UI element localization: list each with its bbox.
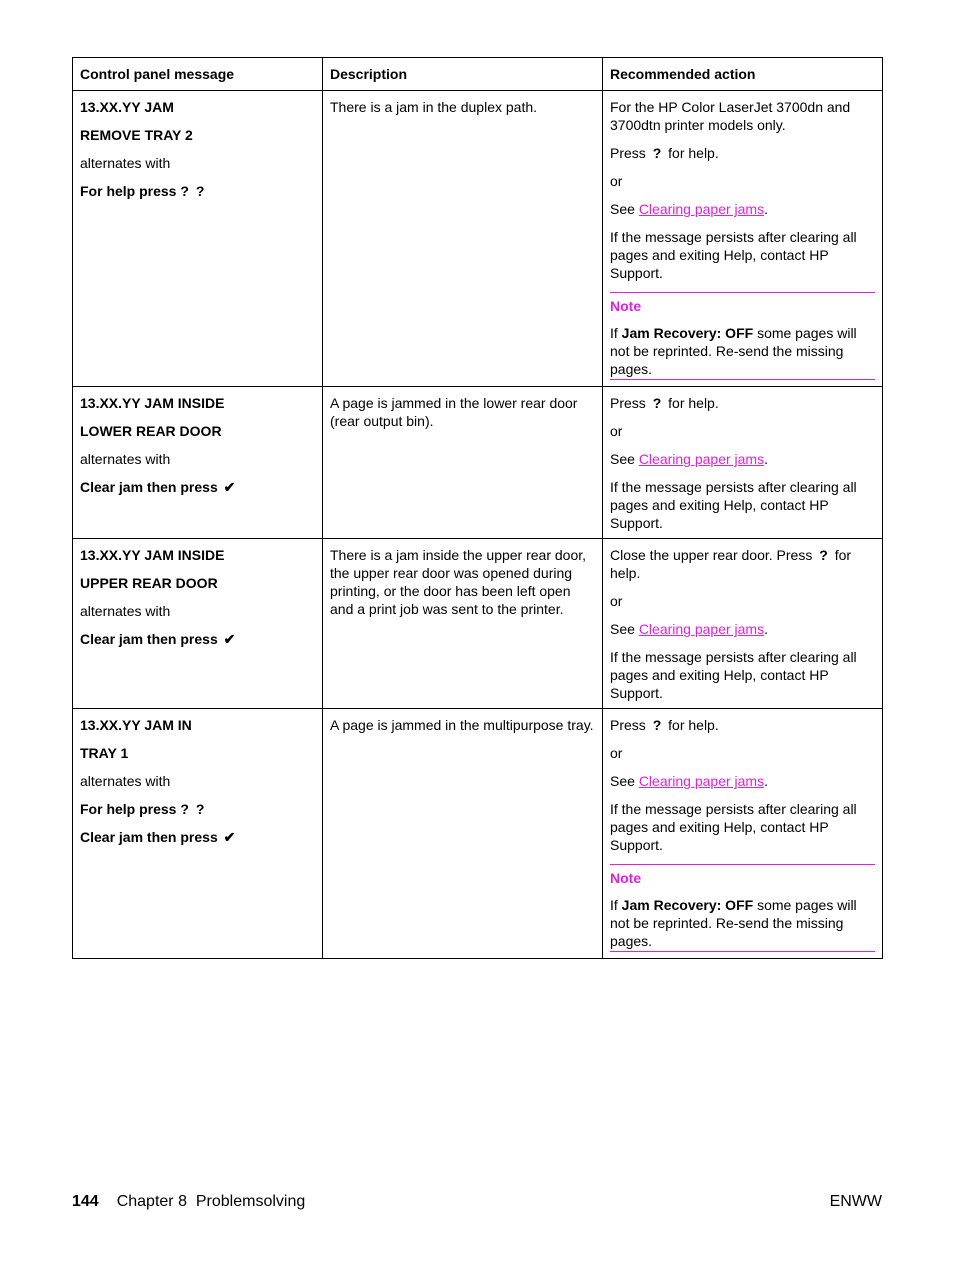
- message-prompt: Clear jam then press ✔: [80, 479, 236, 495]
- note-title: Note: [610, 870, 642, 886]
- help-icon: ?: [652, 717, 662, 733]
- message-prompt: For help press ? ?: [80, 800, 315, 818]
- page-footer-left: [72, 1192, 305, 1212]
- action-cell: [603, 387, 883, 539]
- action-or: or: [610, 745, 623, 761]
- help-icon: ?: [819, 547, 828, 563]
- chapter-label: Chapter 8: [116, 1193, 187, 1210]
- action-press: Press ? for help.: [610, 145, 719, 161]
- message-line1: 13.XX.YY JAM INSIDE: [80, 547, 225, 563]
- message-alternates: alternates with: [80, 155, 171, 171]
- action-press: Press ? for help.: [610, 395, 719, 411]
- action-see: See Clearing paper jams.: [610, 451, 768, 467]
- page-footer-right: ENWW: [829, 1193, 882, 1210]
- help-icon: ?: [195, 801, 205, 817]
- action-persist: If the message persists after clearing all pages and exiting Help, contact HP Support.: [610, 229, 857, 281]
- description-cell: There is a jam inside the upper rear door, the upper rear door was opened during printing, or the door has been left open and a print job was sent to the printer.: [323, 539, 603, 709]
- header-recommended-action: Recommended action: [603, 58, 883, 91]
- message-line1: 13.XX.YY JAM IN: [80, 717, 192, 733]
- section-label: Problemsolving: [195, 1193, 306, 1210]
- description-cell: A page is jammed in the multipurpose tray.: [323, 709, 603, 959]
- action-or: or: [610, 593, 623, 609]
- help-icon: ?: [652, 395, 662, 411]
- description-cell: There is a jam in the duplex path.: [323, 91, 603, 387]
- clearing-paper-jams-link[interactable]: Clearing paper jams: [638, 773, 765, 789]
- message-line2: TRAY 1: [80, 745, 129, 761]
- action-see: See Clearing paper jams.: [610, 773, 768, 789]
- action-persist: If the message persists after clearing all pages and exiting Help, contact HP Support.: [610, 649, 857, 701]
- clearing-paper-jams-link[interactable]: Clearing paper jams: [638, 201, 765, 217]
- message-prompt: For help press ? ?: [80, 182, 315, 200]
- action-see: See Clearing paper jams.: [610, 201, 768, 217]
- action-see: See Clearing paper jams.: [610, 621, 768, 637]
- message-line2: REMOVE TRAY 2: [80, 127, 193, 143]
- table-row: [73, 91, 883, 387]
- message-cell: [73, 539, 323, 709]
- checkmark-icon: ✔: [223, 631, 236, 647]
- message-cell: [73, 709, 323, 959]
- table-row: [73, 387, 883, 539]
- action-persist: If the message persists after clearing all pages and exiting Help, contact HP Support.: [610, 479, 857, 531]
- table-row: [73, 539, 883, 709]
- description-cell: A page is jammed in the lower rear door (rear output bin).: [323, 387, 603, 539]
- message-line2: UPPER REAR DOOR: [80, 575, 218, 591]
- clearing-paper-jams-link[interactable]: Clearing paper jams: [638, 451, 765, 467]
- table-header-row: [73, 58, 883, 91]
- message-line2: LOWER REAR DOOR: [80, 423, 222, 439]
- note-box: [610, 864, 875, 952]
- action-or: or: [610, 173, 623, 189]
- message-line1: 13.XX.YY JAM INSIDE: [80, 395, 225, 411]
- note-text: If Jam Recovery: OFF some pages will not be reprinted. Re-send the missing pages.: [610, 325, 857, 377]
- clearing-paper-jams-link[interactable]: Clearing paper jams: [638, 621, 765, 637]
- action-cell: [603, 709, 883, 959]
- page-number: 144: [72, 1193, 99, 1210]
- message-cell: [73, 387, 323, 539]
- note-title: Note: [610, 298, 642, 314]
- action-cell: [603, 91, 883, 387]
- header-control-panel-message: Control panel message: [73, 58, 323, 91]
- action-persist: If the message persists after clearing all pages and exiting Help, contact HP Support.: [610, 801, 857, 853]
- help-icon: ?: [652, 145, 662, 161]
- message-alternates: alternates with: [80, 603, 171, 619]
- table-row: [73, 709, 883, 959]
- message-alternates: alternates with: [80, 451, 171, 467]
- message-prompt: Clear jam then press ✔: [80, 829, 236, 845]
- action-press: Press ? for help.: [610, 717, 719, 733]
- message-cell: [73, 91, 323, 387]
- message-alternates: alternates with: [80, 773, 171, 789]
- action-or: or: [610, 423, 623, 439]
- checkmark-icon: ✔: [223, 479, 236, 495]
- action-intro: For the HP Color LaserJet 3700dn and 3700dtn printer models only.: [610, 99, 851, 133]
- note-box: [610, 292, 875, 380]
- action-press: Close the upper rear door. Press ? for help.: [610, 547, 852, 581]
- help-icon: ?: [195, 183, 205, 199]
- control-panel-messages-table: [72, 57, 883, 959]
- header-description: Description: [323, 58, 603, 91]
- action-cell: [603, 539, 883, 709]
- message-prompt: Clear jam then press ✔: [80, 631, 236, 647]
- checkmark-icon: ✔: [223, 829, 236, 845]
- note-text: If Jam Recovery: OFF some pages will not be reprinted. Re-send the missing pages.: [610, 897, 857, 949]
- message-line1: 13.XX.YY JAM: [80, 99, 174, 115]
